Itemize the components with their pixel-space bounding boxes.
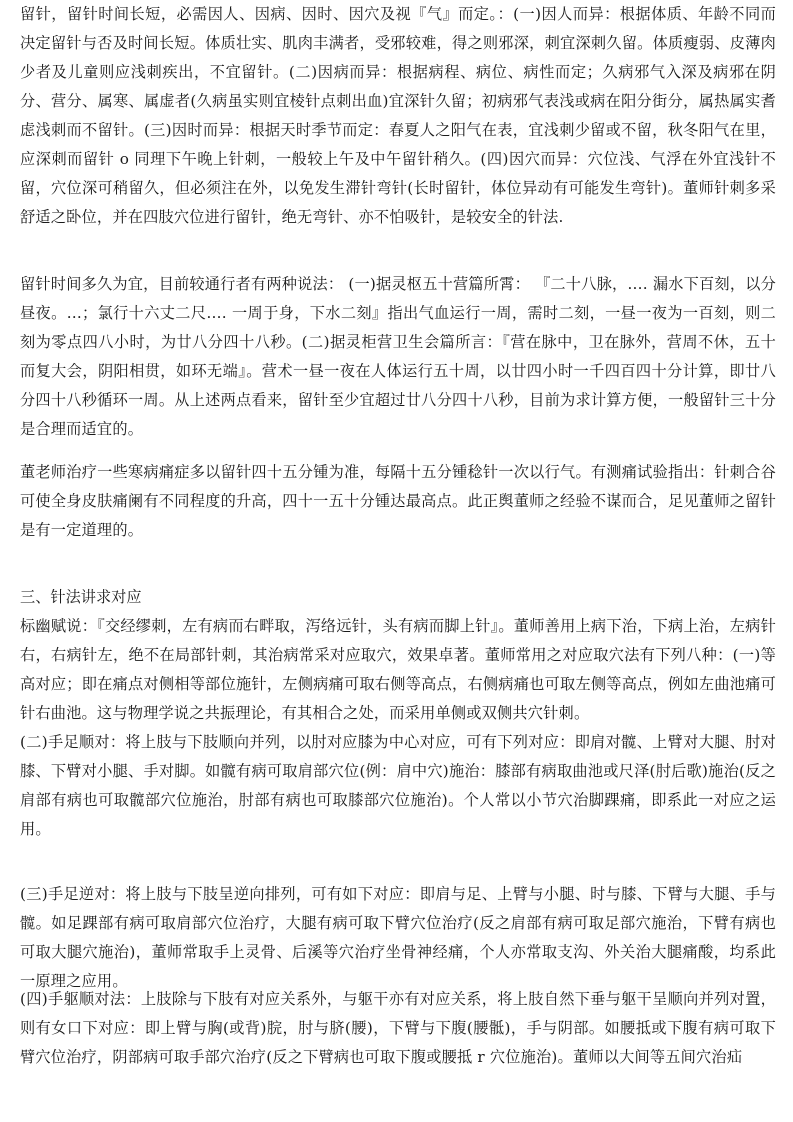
paragraph-hand-foot-reverse: (三)手足逆对：将上肢与下肢呈逆向排列，可有如下对应：即肩与足、上臂与小腿、时与膝、下臂与大腿、手与髋。如足踝部有病可取肩部穴位治疗，大腿有病可取下臂穴位治疗(反之肩部有病可取足部穴施治，下臂有病也可取大腿穴施治)，董师常取手上灵骨、后溪等穴治疗坐骨神经痛，个人亦常取支沟、外关治大腿痛酸，均系此一原理之应用。: [20, 885, 776, 990]
section-heading: 三、针法讲求对应: [20, 588, 142, 606]
paragraph-hand-torso-parallel: (四)手躯顺对法：上肢除与下肢有对应关系外，与躯干亦有对应关系，将上肢自然下垂与躯干呈顺向并列对置，则有女口下对应：即上臂与胸(或背)脘，肘与脐(腰)，下臂与下腹(腰骶)，手与阴部。如腰抵或下腹有病可取下臂穴位治疗，阴部病可取手部穴治疗(反之下臂病也可取下腹或腰抵 r 穴位施治)。董师以大间等五间穴治疝: [20, 990, 776, 1066]
paragraph-hand-foot-parallel: (二)手足顺对：将上肢与下肢顺向并列，以肘对应膝为中心对应，可有下列对应：即肩对髋、上臂对大腿、肘对膝、下臂对小腿、手对脚。如髋有病可取肩部穴位(例：肩中穴)施治：膝部有病取曲池或尺泽(肘后歌)施治(反之肩部有病也可取髋部穴位施治，肘部有病也可取膝部穴位施治)。个人常以小节穴治脚踝痛，即系此一对应之运用。: [20, 733, 776, 838]
paragraph-needle-retention-factors: 留针，留针时间长短，必需因人、因病、因时、因穴及视『气』而定。：(一)因人而异：根据体质、年龄不同而决定留针与否及时间长短。体质壮实、肌肉丰满者，受邪较难，得之则邪深，刺宜深刺久留。体质瘦弱、皮薄肉少者及儿童则应浅刺疾出，不宜留针。(二)因病而异：根据病程、病位、病性而定；久病邪气入深及病邪在阴分、营分、属寒、属虚者(久病虽实则宜棱针点刺出血)宜深针久留；初病邪气表浅或病在阳分街分，属热属实耆虑浅刺而不留针。(三)因时而异：根据天时季节而定：春夏人之阳气在表，宜浅刺少留或不留，秋冬阳气在里，应深刺而留针 o 同理下午晚上针刺，一般较上午及中午留针稍久。(四)因穴而异：穴位浅、气浮在外宜浅针不留，穴位深可稍留久，但必须注在外，以免发生滞针弯针(长时留针，体位异动有可能发生弯针)。董师针刺多采舒适之卧位，并在四肢穴位进行留针，绝无弯针、亦不怕吸针，是较安全的针法.: [20, 5, 776, 226]
paragraph-teacher-practice: 董老师治疗一些寒病痛症多以留针四十五分锺为准，每隔十五分锺稔针一次以行气。有测痛试验指出：针刺合谷可使全身皮肤痛阑有不同程度的升高，四十一五十分锺达最高点。此正舆董师之经验不谋而合，足见董师之留针是有一定道理的。: [20, 463, 776, 539]
paragraph-correspondence-intro: 标幽赋说：『交经缪刺，左有病而右畔取，泻络远针，头有病而脚上针』。董师善用上病下治，下病上治，左病针右，右病针左，绝不在局部针刺，其治病常采对应取穴，效果卓著。董师常用之对应取穴法有下列八种：(一)等高对应；即在痛点对侧相等部位施针，左侧病痛可取右侧等高点，右侧病痛也可取左侧等高点，例如左曲池痛可针右曲池。这与物理学说之共振理论，有其相合之处，而采用单侧或双侧共穴针刺。: [20, 617, 776, 722]
paragraph-retention-duration: 留针时间多久为宜，目前较通行者有两种说法： (一)据灵枢五十营篇所霄： 『二十八脉，…. 漏水下百刻，以分昼夜。…；氯行十六丈二尺…. 一周于身，下水二刻』指出气血运行一周，需时二刻，一昼一夜为一百刻，则二刻为零点四八小时，为廿八分四十八秒。(二)据灵柜营卫生会篇所言：『营在脉中，卫在脉外，营周不休，五十而复大会，阴阳相贯，如环无端』。营术一昼一夜在人体运行五十周，以廿四小时一千四百四十分计算，即廿八分四十八秒循环一周。从上述两点看来，留针至少宜超过廿八分四十八秒，目前为求计算方便，一般留针三十分是合理而适宜的。: [20, 275, 776, 438]
